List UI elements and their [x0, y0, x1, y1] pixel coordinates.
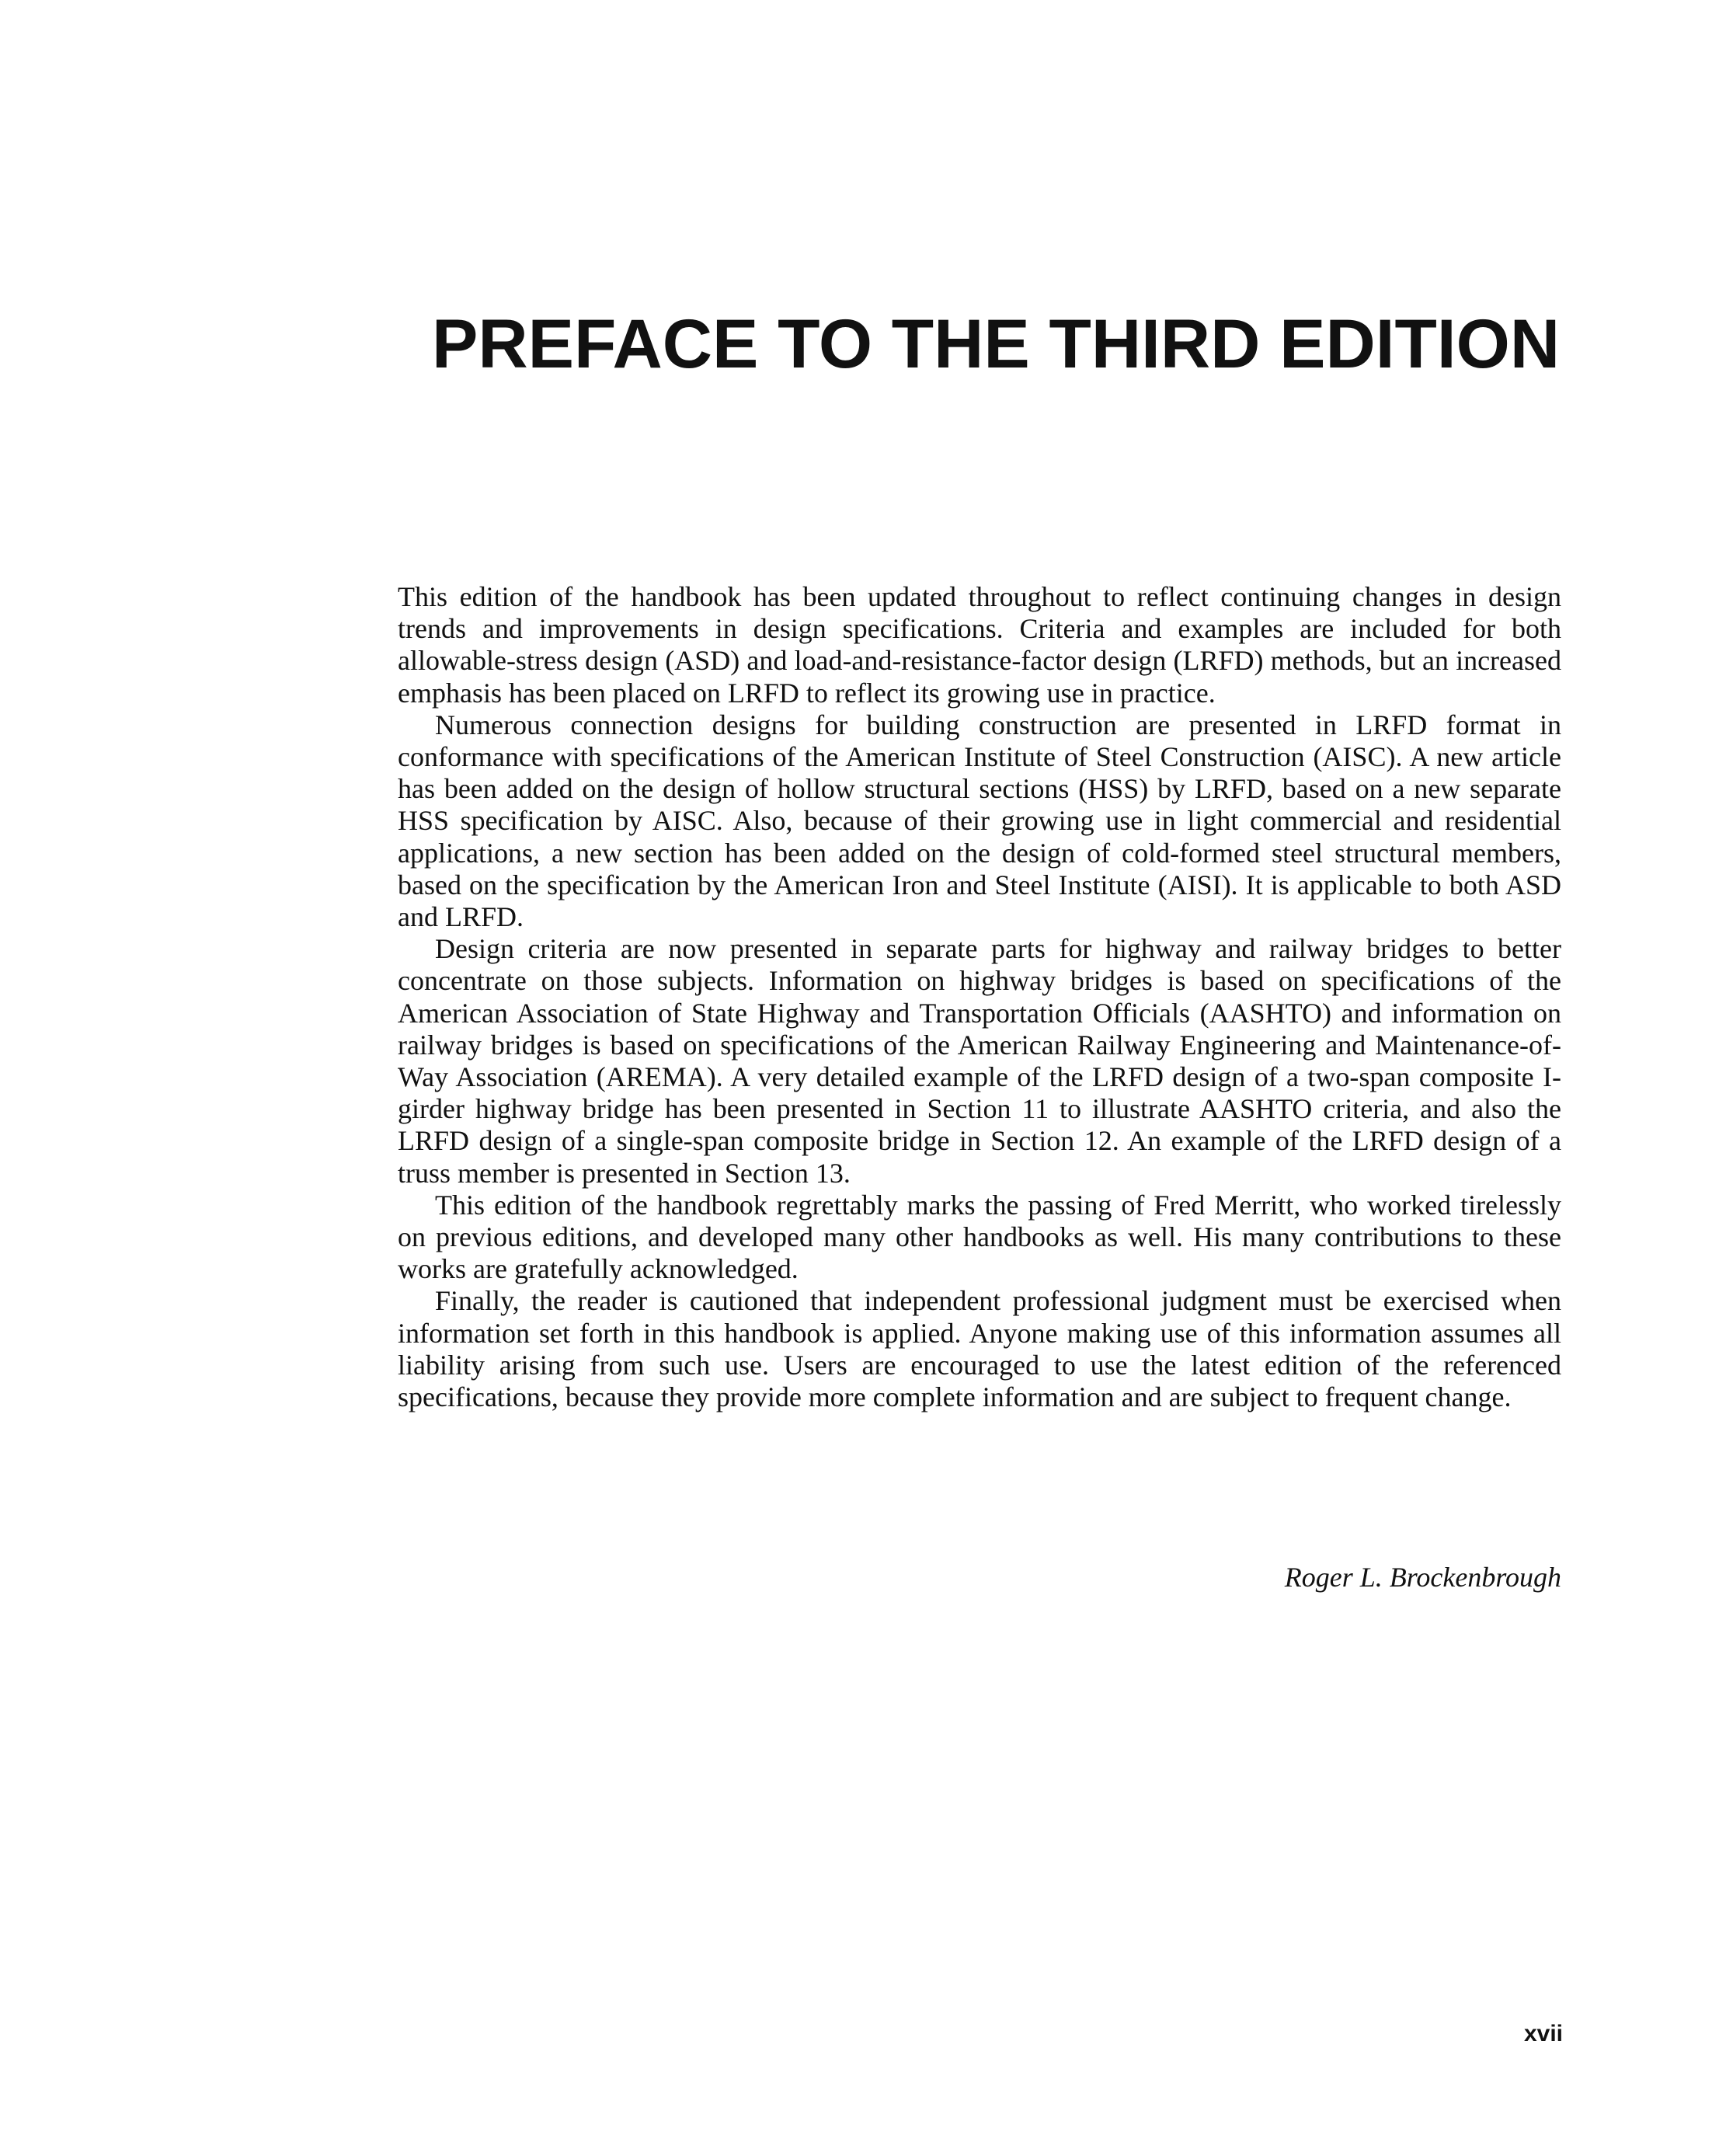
paragraph-bridge-criteria: Design criteria are now presented in separate parts for highway and railway bridges to better concentrate on those subjects. Information on highway bridges is based on specifications of the American Association of State Highway and Transportation Officials (AASHTO) and information on railway bridges is based on specifications of the American Railway Engineering and Maintenance-of-Way Association (AREMA). A very detailed example of the LRFD design of a two-span composite I-girder highway bridge has been presented in Section 11 to illustrate AASHTO criteria, and also the LRFD design of a single-span composite bridge in Section 12. An example of the LRFD design of a truss member is presented in Section 13. [398, 933, 1561, 1189]
paragraph-acknowledgment: This edition of the handbook regrettably marks the passing of Fred Merritt, who worked tirelessly on previous editions, and developed many other handbooks as well. His many contributions to these works are gratefully acknowledged. [398, 1189, 1561, 1285]
paragraph-connection-designs: Numerous connection designs for building construction are presented in LRFD format in conformance with specifications of the American Institute of Steel Construction (AISC). A new article has been added on the design of hollow structural sections (HSS) by LRFD, based on a new separate HSS specification by AISC. Also, because of their growing use in light commercial and residential applications, a new section has been added on the design of cold-formed steel structural members, based on the specification by the American Iron and Steel Institute (AISI). It is applicable to both ASD and LRFD. [398, 709, 1561, 933]
page-number: xvii [1523, 2021, 1563, 2046]
paragraph-caution: Finally, the reader is cautioned that independent professional judgment must be exercised when information set forth in this handbook is applied. Anyone making use of this information assumes all liability arising from such use. Users are encouraged to use the latest edition of the referenced specifications, because they provide more complete information and are subject to frequent change. [398, 1285, 1561, 1413]
preface-body [398, 581, 1561, 1413]
author-signature: Roger L. Brockenbrough [1284, 1562, 1561, 1593]
page-title: PREFACE TO THE THIRD EDITION [432, 305, 1561, 382]
paragraph-intro: This edition of the handbook has been updated throughout to reflect continuing changes in design trends and improvements in design specifications. Criteria and examples are included for both allowable-stress design (ASD) and load-and-resistance-factor design (LRFD) methods, but an increased emphasis has been placed on LRFD to reflect its growing use in practice. [398, 581, 1561, 709]
